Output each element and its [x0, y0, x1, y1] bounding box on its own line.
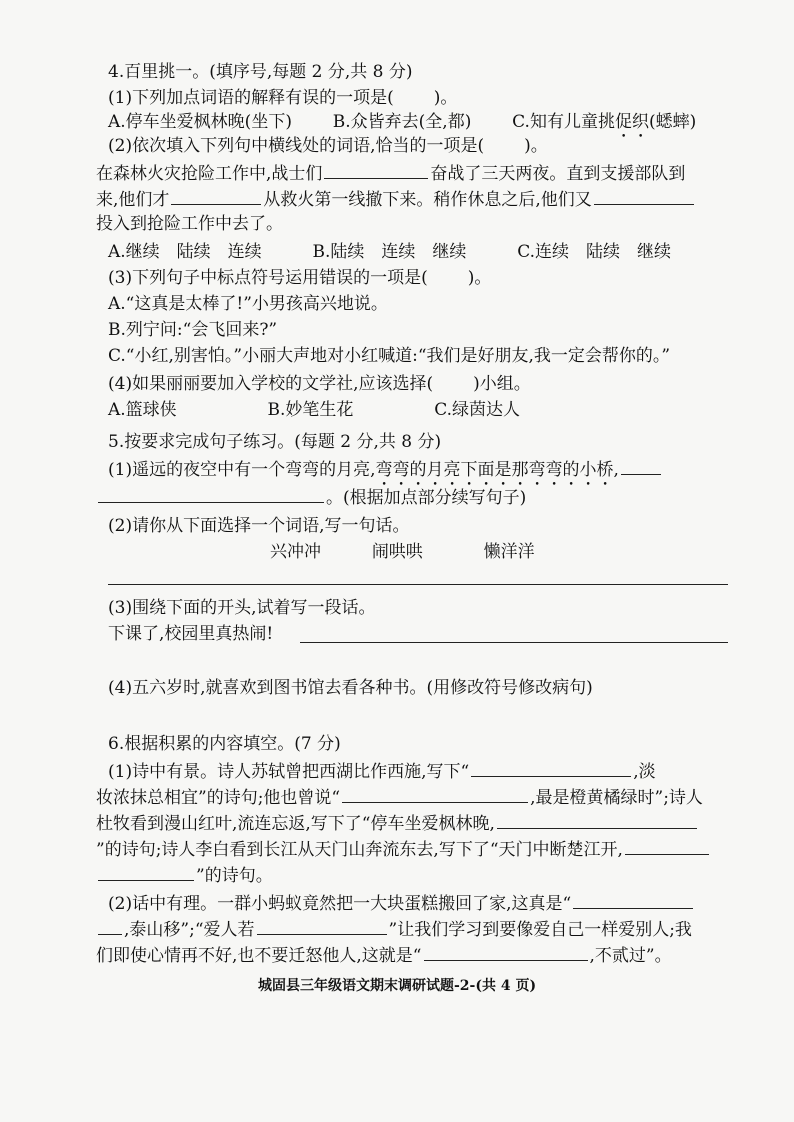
- q4-s3-option-b: B.列宁问:“会飞回来?”: [108, 320, 278, 340]
- q5-word-3: 懒洋洋: [483, 542, 535, 562]
- q5-s1-pre: (1)遥远的夜空中有一个弯弯的月亮,: [108, 460, 376, 480]
- q6-p1-line2-b: ,最是橙黄橘绿时”;诗人: [530, 788, 703, 808]
- q6-blank-1[interactable]: [471, 758, 631, 777]
- q4-s1-option-c-dotted: 促织: [614, 112, 649, 132]
- q4-s2-line2-b: 从救火第一线撤下来。稍作休息之后,他们又: [263, 190, 592, 210]
- q6-blank-5[interactable]: [98, 862, 194, 881]
- q4-s2-option-a: A.继续 陆续 连续: [108, 242, 262, 262]
- q6-p1-line3: [96, 810, 699, 836]
- q6-p1-line3-a: 杜牧看到漫山红叶,流连忘返,写下了“停车坐爱枫林晚,: [96, 814, 495, 834]
- q6-p1-line1-a: (1)诗中有景。诗人苏轼曾把西湖比作西施,写下“: [108, 762, 470, 782]
- q5-s3-start: 下课了,校园里真热闹!: [108, 624, 274, 644]
- q5-word-list: [270, 540, 535, 564]
- q5-s1-post: ,: [613, 460, 619, 480]
- q5-s1-end: 。(根据加点部分续写句子): [326, 488, 527, 508]
- q4-s2-line3: 投入到抢险工作中去了。: [96, 214, 283, 234]
- q5-s1-blank-1[interactable]: [621, 456, 661, 475]
- q6-p1-line5-text: ”的诗句。: [196, 866, 273, 886]
- q4-s1-stem: [108, 86, 457, 110]
- q6-p2-line1-a: (2)话中有理。一群小蚂蚁竟然把一大块蛋糕搬回了家,这真是“: [108, 894, 572, 914]
- q4-s4-stem-text: (4)如果丽丽要加入学校的文学社,应该选择(: [108, 374, 434, 394]
- q6-p1-line2-a: 妆浓抹总相宜”的诗句;他也曾说“: [96, 788, 341, 808]
- q4-s2-line2-a: 来,他们才: [96, 190, 170, 210]
- q4-s1-stem-end: )。: [433, 88, 458, 108]
- q6-p2-line2-b: ”让我们学习到要像爱自己一样爱别人;我: [388, 920, 692, 940]
- q4-s2-blank-3[interactable]: [594, 186, 694, 205]
- q5-s1-line2: [96, 484, 526, 510]
- q6-p2-line2-a: ,泰山移”;“爱人若: [124, 920, 255, 940]
- q5-s3-answer-line[interactable]: [300, 642, 728, 643]
- q6-blank-6b[interactable]: [98, 916, 122, 935]
- q6-blank-3[interactable]: [497, 810, 697, 829]
- q4-s1-option-c-pre: C.知有儿童挑: [512, 112, 615, 132]
- q6-title: 6.根据积累的内容填空。(7 分): [108, 734, 341, 754]
- q4-s3-stem: [108, 266, 491, 290]
- page-footer: 城固县三年级语文期末调研试题-2-(共 4 页): [258, 978, 537, 994]
- q4-s4-option-b: B.妙笔生花: [267, 400, 354, 420]
- q4-s4-options: [108, 398, 520, 422]
- q6-p2-line2: [96, 916, 692, 942]
- q6-p1-line5: [96, 862, 273, 888]
- q6-p1-line2: [96, 784, 703, 810]
- q6-p2-line3-a: 们即使心情再不好,也不要迁怒他人,这就是“: [96, 946, 422, 966]
- q6-blank-8[interactable]: [424, 942, 588, 961]
- q4-s3-stem-text: (3)下列句子中标点符号运用错误的一项是(: [108, 268, 428, 288]
- q4-s1-option-c: [512, 112, 696, 132]
- q5-s2-answer-line[interactable]: [108, 584, 728, 585]
- q4-s3-option-c: C.“小红,别害怕。”小丽大声地对小红喊道:“我们是好朋友,我一定会帮你的。”: [108, 346, 671, 366]
- q5-title: 5.按要求完成句子练习。(每题 2 分,共 8 分): [108, 432, 442, 452]
- q5-s2: (2)请你从下面选择一个词语,写一句话。: [108, 516, 410, 536]
- q4-s2-blank-1[interactable]: [324, 160, 428, 179]
- q4-s2-stem-end: )。: [524, 136, 548, 156]
- q4-s2-line2: [96, 186, 696, 212]
- q5-word-1: 兴冲冲: [270, 542, 321, 562]
- q4-s2-line1-a: 在森林火灾抢险工作中,战士们: [96, 164, 323, 184]
- q6-p1-line4-a: ”的诗句;诗人李白看到长江从天门山奔流东去,写下了“天门中断楚江开,: [96, 840, 623, 860]
- q5-s1-blank-2[interactable]: [98, 484, 324, 503]
- q6-p1-line1-b: ,淡: [633, 762, 656, 782]
- q4-s2-line1: [96, 160, 685, 186]
- q5-word-2: 闹哄哄: [371, 542, 423, 562]
- q6-blank-4[interactable]: [625, 836, 709, 855]
- q4-s3-stem-end: )。: [467, 268, 492, 288]
- q4-s2-stem-text: (2)依次填入下列句中横线处的词语,恰当的一项是(: [108, 136, 485, 156]
- q6-p2-line3-b: ,不贰过”。: [589, 946, 672, 966]
- q6-p2-line3: [96, 942, 672, 968]
- q4-title: 4.百里挑一。(填序号,每题 2 分,共 8 分): [108, 62, 413, 82]
- q4-s1-stem-text: (1)下列加点词语的解释有误的一项是(: [108, 88, 394, 108]
- q4-s2-option-c: C.连续 陆续 继续: [517, 242, 672, 262]
- q5-s3: (3)围绕下面的开头,试着写一段话。: [108, 598, 376, 618]
- q6-blank-6[interactable]: [573, 890, 693, 909]
- q4-s2-options: [108, 240, 671, 264]
- q4-s4-option-a: A.篮球侠: [108, 400, 177, 420]
- q6-p1-line1: [108, 758, 656, 784]
- q5-s4: (4)五六岁时,就喜欢到图书馆去看各种书。(用修改符号修改病句): [108, 678, 593, 698]
- q4-s1-option-a: A.停车坐爱枫林晚(坐下): [108, 112, 292, 132]
- q4-s4-stem: [108, 372, 531, 396]
- q6-blank-7[interactable]: [257, 916, 387, 935]
- q4-s1-option-b: B.众皆弃去(全,都): [332, 112, 472, 132]
- q6-p2-line1: [108, 890, 695, 916]
- q4-s3-option-a: A.“这真是太棒了!”小男孩高兴地说。: [108, 294, 388, 314]
- q6-p1-line4: [96, 836, 711, 862]
- q5-s1-dotted: 弯弯的月亮下面是那弯弯的小桥: [375, 460, 614, 480]
- q4-s1-option-c-post: (蟋蟀): [648, 112, 697, 132]
- q6-blank-2[interactable]: [342, 784, 528, 803]
- q4-s2-stem: [108, 134, 548, 158]
- q4-s4-option-c: C.绿茵达人: [434, 400, 521, 420]
- q4-s2-option-b: B.陆续 连续 继续: [312, 242, 467, 262]
- q4-s2-line1-b: 奋战了三天两夜。直到支援部队到: [430, 164, 686, 184]
- q4-s2-blank-2[interactable]: [171, 186, 261, 205]
- q4-s4-stem-end: )小组。: [473, 374, 531, 394]
